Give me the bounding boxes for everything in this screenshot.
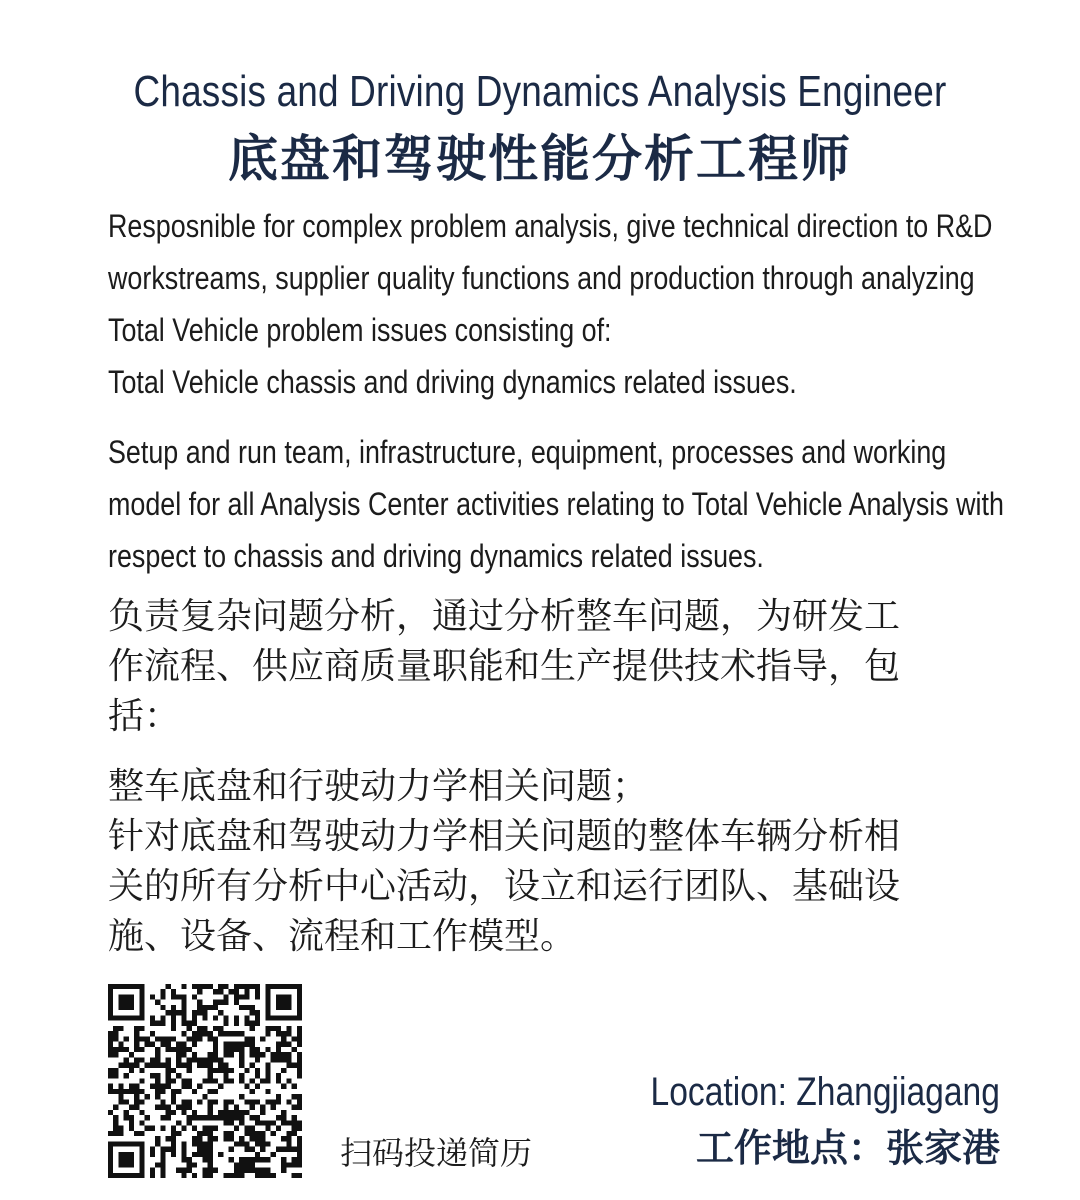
description-line: Total Vehicle chassis and driving dynamics related issues. xyxy=(108,364,797,400)
description-english-paragraph-1 xyxy=(108,200,993,408)
description-line: Resposnible for complex problem analysis, give technical direction to R&D xyxy=(108,208,993,244)
description-line: respect to chassis and driving dynamics related issues. xyxy=(108,538,764,574)
job-title-chinese: 底盘和驾驶性能分析工程师 xyxy=(228,130,852,188)
description-line: 关的所有分析中心活动，设立和运行团队、基础设 xyxy=(108,866,901,907)
description-english-paragraph-2 xyxy=(108,426,1004,582)
description-chinese-paragraph-1 xyxy=(108,592,968,742)
location-english: Location: Zhangjiagang xyxy=(650,1070,1000,1114)
description-line: Setup and run team, infrastructure, equipment, processes and working xyxy=(108,434,947,470)
description-line: Total Vehicle problem issues consisting of: xyxy=(108,312,612,348)
description-line: 负责复杂问题分析，通过分析整车问题，为研发工 xyxy=(108,596,901,637)
description-line: 整车底盘和行驶动力学相关问题； xyxy=(108,766,649,807)
location-chinese: 工作地点：张家港 xyxy=(695,1126,1000,1170)
qr-caption: 扫码投递简历 xyxy=(340,1134,533,1172)
description-line: 施、设备、流程和工作模型。 xyxy=(108,916,577,957)
description-line: workstreams, supplier quality functions and production through analyzing xyxy=(108,260,975,296)
description-line: 针对底盘和驾驶动力学相关问题的整体车辆分析相 xyxy=(108,816,901,857)
description-line: model for all Analysis Center activities relating to Total Vehicle Analysis with xyxy=(108,486,1004,522)
qr-code[interactable] xyxy=(108,984,302,1178)
description-line: 括： xyxy=(108,696,181,737)
description-line: 作流程、供应商质量职能和生产提供技术指导，包 xyxy=(108,646,901,687)
description-chinese-paragraph-2 xyxy=(108,762,968,962)
job-title-english: Chassis and Driving Dynamics Analysis Engineer xyxy=(133,67,947,116)
